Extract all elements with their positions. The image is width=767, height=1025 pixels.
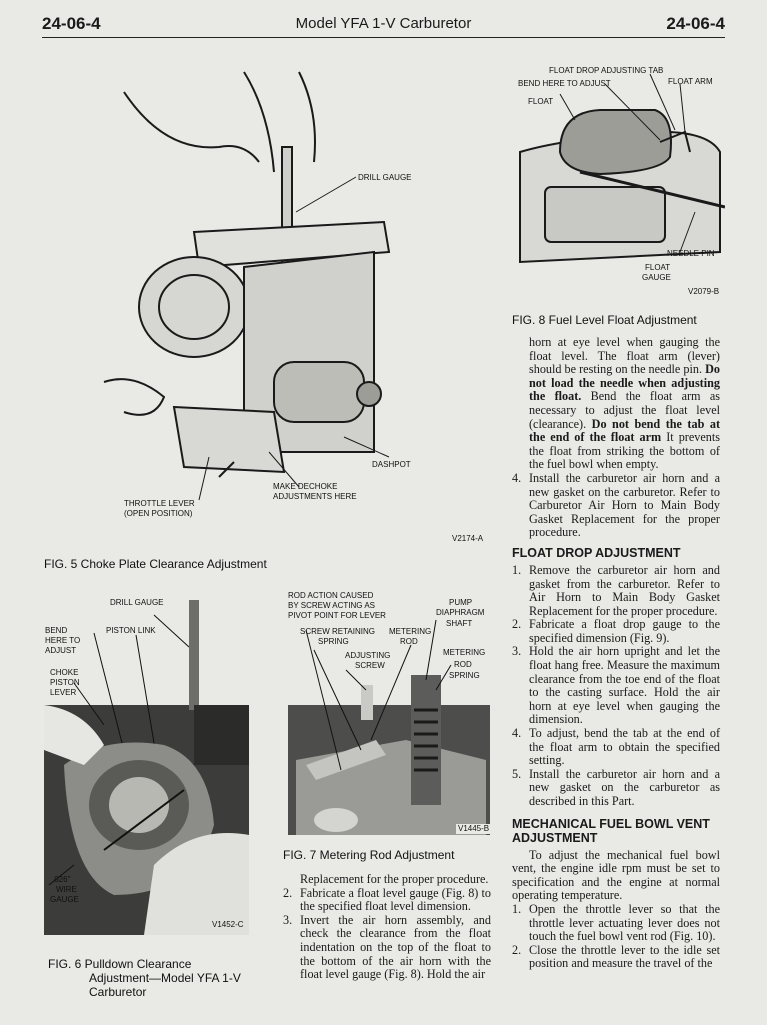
list-num: 2. xyxy=(512,942,522,957)
float-drop-steps xyxy=(512,564,720,809)
page-title: Model YFA 1-V Carburetor xyxy=(295,15,472,32)
fig6-label-bend-1: BEND xyxy=(45,626,68,635)
fig5-label-dashpot: DASHPOT xyxy=(372,460,411,469)
list-text: Invert the air horn assembly, and check the clearance from the float indentation on the top of the float to the bottom of the air horn with the float level gauge (Fig. 8). Hold the air xyxy=(300,912,491,982)
fig6-label-bend-3: ADJUST xyxy=(45,646,77,655)
list-item xyxy=(512,618,720,645)
float-level-text-c: It prevents the float from striking the bottom of the fuel bowl when empty. xyxy=(529,430,720,472)
fig7-label-screw-ret-1: SCREW RETAINING xyxy=(300,627,375,636)
list-num: 3. xyxy=(283,912,293,927)
fig7-label-rod-2: BY SCREW ACTING AS xyxy=(288,601,375,610)
list-text: Open the throttle lever so that the throttle lever actuating lever does not touch the fuel bowl vent rod (Fig. 10). xyxy=(529,901,720,944)
fig7-label-pump-3: SHAFT xyxy=(446,619,473,628)
fig7-label-rod-1: ROD ACTION CAUSED xyxy=(288,591,374,600)
fig5-label-dechoke-2: ADJUSTMENTS HERE xyxy=(273,492,357,501)
list-text: Hold the air horn upright and let the float hang free. Measure the maximum clearance from the toe end of the float to the casting surface. Hold the air horn at eye level when gauging the dimension. xyxy=(529,644,720,727)
page-header xyxy=(42,12,725,38)
fig6-label-bend-2: HERE TO xyxy=(45,636,81,645)
list-text: To adjust, bend the tab at the end of the float arm to obtain the specified setting. xyxy=(529,726,720,768)
float-level-text-a: horn at eye level when gauging the float level. The float arm (lever) should be resting on the needle pin. xyxy=(529,335,720,377)
float-level-steps-cont xyxy=(512,472,720,540)
fig7-label-rod-3: PIVOT POINT FOR LEVER xyxy=(288,611,386,620)
list-item xyxy=(512,645,720,727)
float-level-text-b: Bend the float arm as necessary to adjust the float level (clearance). xyxy=(529,389,720,431)
list-num: 3. xyxy=(512,644,522,659)
fig7-illustration xyxy=(286,590,492,835)
fig7-caption: FIG. 7 Metering Rod Adjustment xyxy=(283,848,455,862)
fig8-label-bend: BEND HERE TO ADJUST xyxy=(518,79,611,88)
float-level-steps xyxy=(283,887,491,982)
fig8-label-needle: NEEDLE PIN xyxy=(667,249,715,258)
fig8-caption: FIG. 8 Fuel Level Float Adjustment xyxy=(512,313,697,327)
fig7-label-adj-1: ADJUSTING xyxy=(345,651,391,660)
middle-column xyxy=(283,873,491,982)
fig5-caption: FIG. 5 Choke Plate Clearance Adjustment xyxy=(44,557,267,571)
list-text: Close the throttle lever to the idle set position and measure the travel of the xyxy=(529,942,720,971)
fig8-label-float: FLOAT xyxy=(528,97,554,106)
fig5-label-throttle-1: THROTTLE LEVER xyxy=(124,499,195,508)
fig7-label-mspring-2: ROD xyxy=(454,660,472,669)
fig8-label-gauge-2: GAUGE xyxy=(642,273,671,282)
fig6-label-wire-3: GAUGE xyxy=(50,895,79,904)
list-num: 5. xyxy=(512,766,522,781)
list-item xyxy=(512,944,720,971)
fig7-code: V1445-B xyxy=(458,824,490,833)
section-heading-line-1: MECHANICAL FUEL BOWL VENT xyxy=(512,816,710,831)
list-item xyxy=(512,768,720,809)
fig5-code: V2174-A xyxy=(452,534,484,543)
list-item xyxy=(283,887,491,914)
fig7-label-pump-1: PUMP xyxy=(449,598,473,607)
fig7-label-adj-2: SCREW xyxy=(355,661,385,670)
list-text: Install the carburetor air horn and a new gasket on the carburetor as described in this Part. xyxy=(529,766,720,808)
fig6-label-wire-2: WIRE xyxy=(56,885,77,894)
fig8-label-float-arm: FLOAT ARM xyxy=(668,77,713,86)
list-num: 1. xyxy=(512,562,522,577)
fig7-label-mrod-2: ROD xyxy=(400,637,418,646)
section-heading-bowl-vent xyxy=(512,817,720,845)
list-item xyxy=(512,564,720,618)
list-num: 4. xyxy=(512,470,522,485)
fig6-label-piston-link: PISTON LINK xyxy=(106,626,156,635)
section-heading-float-drop: FLOAT DROP ADJUSTMENT xyxy=(512,545,681,560)
float-level-warning-1: Do not load the needle when adjusting the float. xyxy=(529,362,720,404)
list-text: Install the carburetor air horn and a new gasket on the carburetor. Refer to Carburetor Air Horn to Main Body Gasket Replacement for the proper procedure. xyxy=(529,470,720,540)
fig6-caption-line-1: FIG. 6 Pulldown Clearance xyxy=(48,957,192,971)
fig6-caption-line-2: Adjustment—Model YFA 1-V xyxy=(89,971,241,985)
right-column xyxy=(512,336,720,971)
list-num: 2. xyxy=(512,617,522,632)
fig6-label-choke-3: LEVER xyxy=(50,688,77,697)
fig6-caption xyxy=(48,957,258,999)
list-num: 1. xyxy=(512,901,522,916)
fig8-label-gauge-1: FLOAT xyxy=(645,263,671,272)
fig8-label-tab: FLOAT DROP ADJUSTING TAB xyxy=(549,66,664,75)
list-num: 4. xyxy=(512,726,522,741)
page-number-right: 24-06-4 xyxy=(666,14,725,33)
fig6-label-choke-2: PISTON xyxy=(50,678,80,687)
fig7-label-mspring-1: METERING xyxy=(443,648,486,657)
section-heading-line-2: ADJUSTMENT xyxy=(512,830,598,845)
fig6-label-drill-gauge: DRILL GAUGE xyxy=(110,598,164,607)
fig5-drawing xyxy=(44,52,494,552)
float-level-paragraph xyxy=(512,336,720,472)
list-text: Fabricate a float level gauge (Fig. 8) to the specified float level dimension. xyxy=(300,885,491,914)
list-item xyxy=(283,914,491,982)
fig6-caption-line-3: Carburetor xyxy=(89,985,147,999)
fig8-illustration xyxy=(510,62,725,302)
fig8-code: V2079-B xyxy=(688,287,720,296)
fig6-illustration xyxy=(44,595,249,935)
list-item xyxy=(512,727,720,768)
fig6-label-wire-1: .026" xyxy=(52,875,71,884)
float-level-warning-2: Do not bend the tab at the end of the float arm xyxy=(529,416,721,445)
bowl-vent-steps xyxy=(512,903,720,971)
fig5-illustration xyxy=(44,52,494,552)
fig6-code: V1452-C xyxy=(212,920,244,929)
page-number-left: 24-06-4 xyxy=(42,14,101,33)
bowl-vent-intro: To adjust the mechanical fuel bowl vent, the engine idle rpm must be set to specification and the engine at normal operating temperature. xyxy=(512,847,720,903)
middle-paragraph: Replacement for the proper procedure. xyxy=(300,872,489,886)
fig5-label-dechoke-1: MAKE DECHOKE xyxy=(273,482,338,491)
list-item xyxy=(512,472,720,540)
fig7-label-mspring-3: SPRING xyxy=(449,671,480,680)
fig6-label-choke-1: CHOKE xyxy=(50,668,79,677)
list-text: Remove the carburetor air horn and gasket from the carburetor. Refer to Air Horn to Main Body Gasket Replacement for the proper procedure. xyxy=(529,562,720,618)
list-item xyxy=(512,903,720,944)
fig5-label-drill-gauge: DRILL GAUGE xyxy=(358,173,412,182)
fig7-label-screw-ret-2: SPRING xyxy=(318,637,349,646)
list-num: 2. xyxy=(283,885,293,900)
fig5-label-throttle-2: (OPEN POSITION) xyxy=(124,509,193,518)
list-text: Fabricate a float drop gauge to the specified dimension (Fig. 9). xyxy=(529,617,720,645)
fig7-label-mrod-1: METERING xyxy=(389,627,432,636)
fig7-label-pump-2: DIAPHRAGM xyxy=(436,608,485,617)
